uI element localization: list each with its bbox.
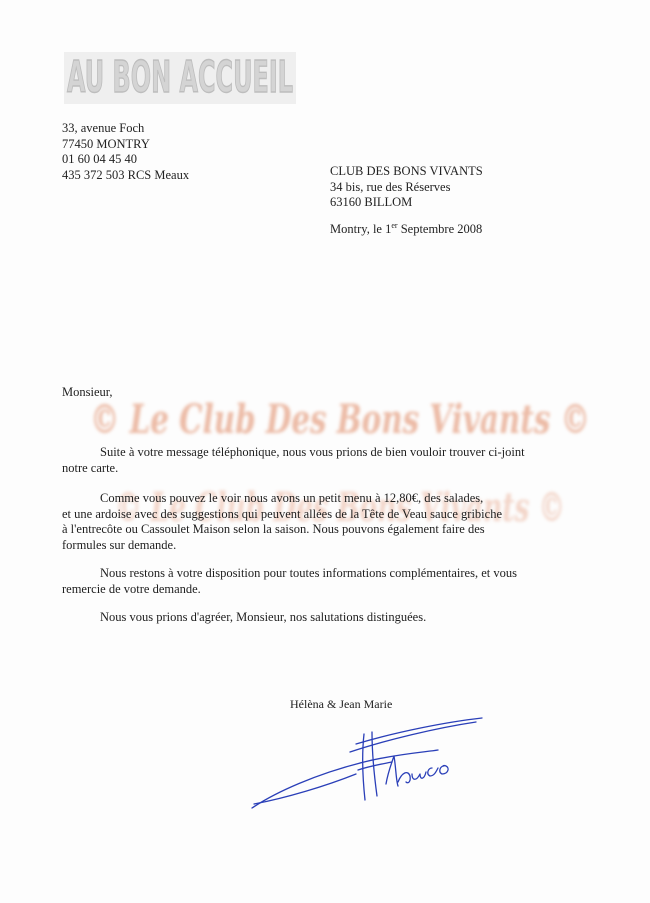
paragraph-2-line: et une ardoise avec des suggestions qui peuvent allées de la Tête de Veau sauce gribiche (62, 506, 503, 521)
sender-phone: 01 60 04 45 40 (62, 152, 137, 166)
date-prefix: Montry, le 1 (330, 222, 392, 236)
paragraph-1 (62, 445, 582, 476)
paragraph-2-line: Comme vous pouvez le voir nous avons un petit menu à 12,80€, des salades, (100, 491, 484, 505)
paragraph-3 (62, 566, 582, 597)
recipient-name: CLUB DES BONS VIVANTS (330, 164, 483, 178)
paragraph-3-line: Nous restons à votre disposition pour toutes informations complémentaires, et vous (100, 566, 517, 580)
paragraph-1-line: Suite à votre message téléphonique, nous vous prions de bien vouloir trouver ci-joint (100, 445, 525, 459)
letter-date (330, 222, 482, 237)
paragraph-2-line: formules sur demande. (62, 537, 177, 552)
recipient-block (330, 164, 483, 211)
watermark-line2: © Le Club Des Bons Vivants © (115, 484, 565, 531)
sender-rcs: 435 372 503 RCS Meaux (62, 167, 190, 182)
logo-graphic (62, 46, 298, 110)
handwritten-signature (246, 712, 486, 817)
logo-text: AU BON ACCUEIL (67, 51, 293, 103)
company-logo (62, 46, 298, 110)
signature-names: Hélèna & Jean Marie (290, 697, 393, 711)
recipient-city: 63160 BILLOM (330, 195, 413, 209)
sender-city: 77450 MONTRY (62, 136, 150, 151)
date-sup: er (391, 221, 398, 230)
salutation: Monsieur, (62, 385, 113, 399)
paragraph-1-line: notre carte. (62, 460, 119, 475)
date-suffix: Septembre 2008 (397, 222, 483, 236)
watermark-line1: © Le Club Des Bons Vivants © (90, 396, 590, 443)
paragraph-2 (62, 491, 582, 553)
sender-address: 33, avenue Foch (62, 121, 145, 135)
paragraph-3-line: remercie de votre demande. (62, 581, 201, 596)
sender-block (62, 121, 189, 183)
paragraph-4 (62, 610, 582, 626)
paragraph-4-line: Nous vous prions d'agréer, Monsieur, nos salutations distinguées. (100, 610, 427, 624)
paragraph-2-line: à l'entrecôte ou Cassoulet Maison selon la saison. Nous pouvons également faire des (62, 522, 485, 536)
recipient-address: 34 bis, rue des Réserves (330, 179, 451, 194)
